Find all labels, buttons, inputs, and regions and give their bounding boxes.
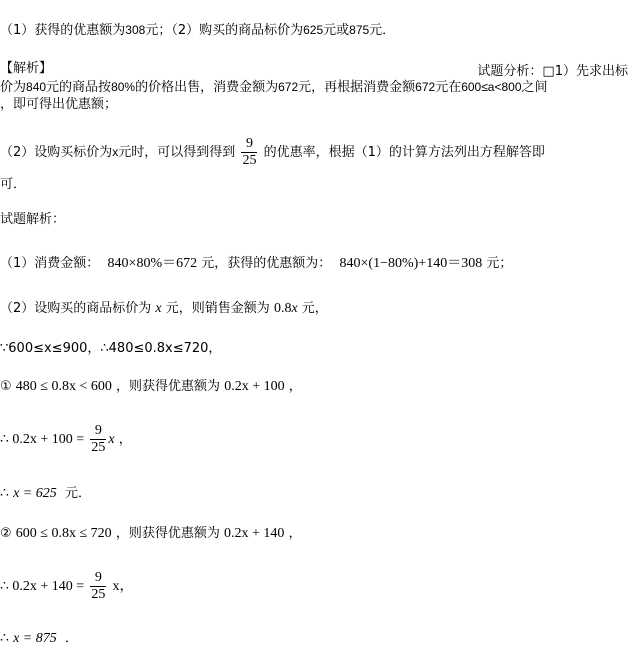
equation-right: x， xyxy=(112,579,134,594)
result-math: x = 875 xyxy=(13,631,57,646)
answer-value-3: 875 xyxy=(349,23,370,37)
solution-math: 840×(1−80%)+140＝308 xyxy=(339,256,483,271)
solution-math: 0.2x + 100 xyxy=(224,379,285,394)
part2-text: 元时，可以得到得到 xyxy=(118,145,236,160)
equation-1 xyxy=(0,423,132,456)
fraction xyxy=(90,570,106,603)
part2-line-end: 可． xyxy=(0,177,27,192)
analysis-title: 【解析】 xyxy=(0,61,53,76)
solution-title: 试题解析： xyxy=(0,212,66,227)
solution-text: ， xyxy=(118,432,132,447)
equation-2 xyxy=(0,570,133,603)
fraction-numerator: 9 xyxy=(94,423,102,438)
result-2 xyxy=(0,630,78,647)
answer-text: 元；（2）购买的商品标价为 xyxy=(145,23,304,38)
missing-glyph-icon: □ xyxy=(542,64,555,79)
part2-line xyxy=(0,136,545,169)
solution-text: ，则获得优惠额为 xyxy=(115,526,220,541)
analysis-text: 元的商品按 xyxy=(46,80,112,95)
part2-variable: x xyxy=(112,145,119,159)
analysis-number: 600≤a<800 xyxy=(461,80,522,94)
equation-left: ∴ 0.2x + 100 = xyxy=(0,432,85,447)
solution-text: ， xyxy=(288,379,302,394)
analysis-line-1 xyxy=(0,79,548,96)
therefore-symbol: ∴ xyxy=(0,631,9,646)
therefore-symbol: ∴ xyxy=(0,486,9,501)
analysis-text: 之间 xyxy=(521,80,548,95)
analysis-text: 元在 xyxy=(435,80,462,95)
analysis-number: 80% xyxy=(111,80,136,94)
answer-text: （1）获得的优惠额为 xyxy=(0,23,126,38)
solution-text: （2）设购买的商品标价为 xyxy=(0,301,152,316)
fraction xyxy=(241,136,257,169)
solution-text: 元，则销售金额为 xyxy=(165,301,270,316)
solution-step-2 xyxy=(0,300,328,317)
answer-value-1: 308 xyxy=(125,23,146,37)
solution-step-3: ∵600≤x≤900，∴480≤0.8x≤720， xyxy=(0,341,222,356)
analysis-text: 元，再根据消费金额 xyxy=(298,80,416,95)
analysis-hint-header xyxy=(477,60,628,79)
fraction-denominator: 25 xyxy=(242,153,257,168)
solution-text: ，则获得优惠额为 xyxy=(116,379,221,394)
solution-variable: x xyxy=(155,301,162,316)
solution-text: 元， xyxy=(301,301,328,316)
solution-math: 480 ≤ 0.8x < 600 xyxy=(15,379,112,394)
equation-right: x xyxy=(108,432,115,447)
analysis-text: 的价格出售，消费金额为 xyxy=(135,80,279,95)
fraction-numerator: 9 xyxy=(245,136,253,151)
solution-step-1 xyxy=(0,255,512,272)
solution-text: 元； xyxy=(486,256,513,271)
fraction-numerator: 9 xyxy=(94,570,102,585)
part2-text: 的优惠率，根据（1）的计算方法列出方程解答即 xyxy=(263,145,545,160)
analysis-number: 840 xyxy=(26,80,47,94)
solution-text: ， xyxy=(288,526,302,541)
case-2-line xyxy=(0,525,302,542)
analysis-text: 价为 xyxy=(0,80,27,95)
solution-text: 元，获得的优惠额为： xyxy=(201,256,332,271)
analysis-number: 672 xyxy=(278,80,299,94)
fraction-denominator: 25 xyxy=(91,440,106,455)
case-1-line xyxy=(0,378,302,395)
fraction xyxy=(90,423,106,456)
answer-text: 元． xyxy=(369,23,396,38)
solution-text: ． xyxy=(65,631,79,646)
case-1-marker: ① xyxy=(0,379,12,394)
analysis-number: 672 xyxy=(415,80,436,94)
solution-math: 0.2x + 140 xyxy=(223,526,285,541)
part2-text: （2）设购买标价为 xyxy=(0,145,113,160)
result-math: x = 625 xyxy=(13,486,57,501)
answer-value-2: 625 xyxy=(303,23,324,37)
analysis-line-2: ，即可得出优惠额； xyxy=(0,97,118,112)
equation-left: ∴ 0.2x + 140 = xyxy=(0,579,85,594)
solution-text: （1）消费金额： xyxy=(0,256,100,271)
case-2-marker: ② xyxy=(0,526,12,541)
answer-text: 元或 xyxy=(323,23,350,38)
solution-text: 元． xyxy=(65,486,92,501)
solution-math: 840×80%＝672 xyxy=(107,256,198,271)
solution-variable: x xyxy=(291,301,298,316)
solution-math: 0.8 xyxy=(273,301,292,316)
answer-line xyxy=(0,22,395,39)
fraction-denominator: 25 xyxy=(91,587,106,602)
analysis-hint-text: 1）先求出标 xyxy=(554,64,628,79)
result-1 xyxy=(0,485,91,502)
solution-math: 600 ≤ 0.8x ≤ 720 xyxy=(15,526,112,541)
analysis-hint-label: 试题分析： xyxy=(477,64,543,79)
